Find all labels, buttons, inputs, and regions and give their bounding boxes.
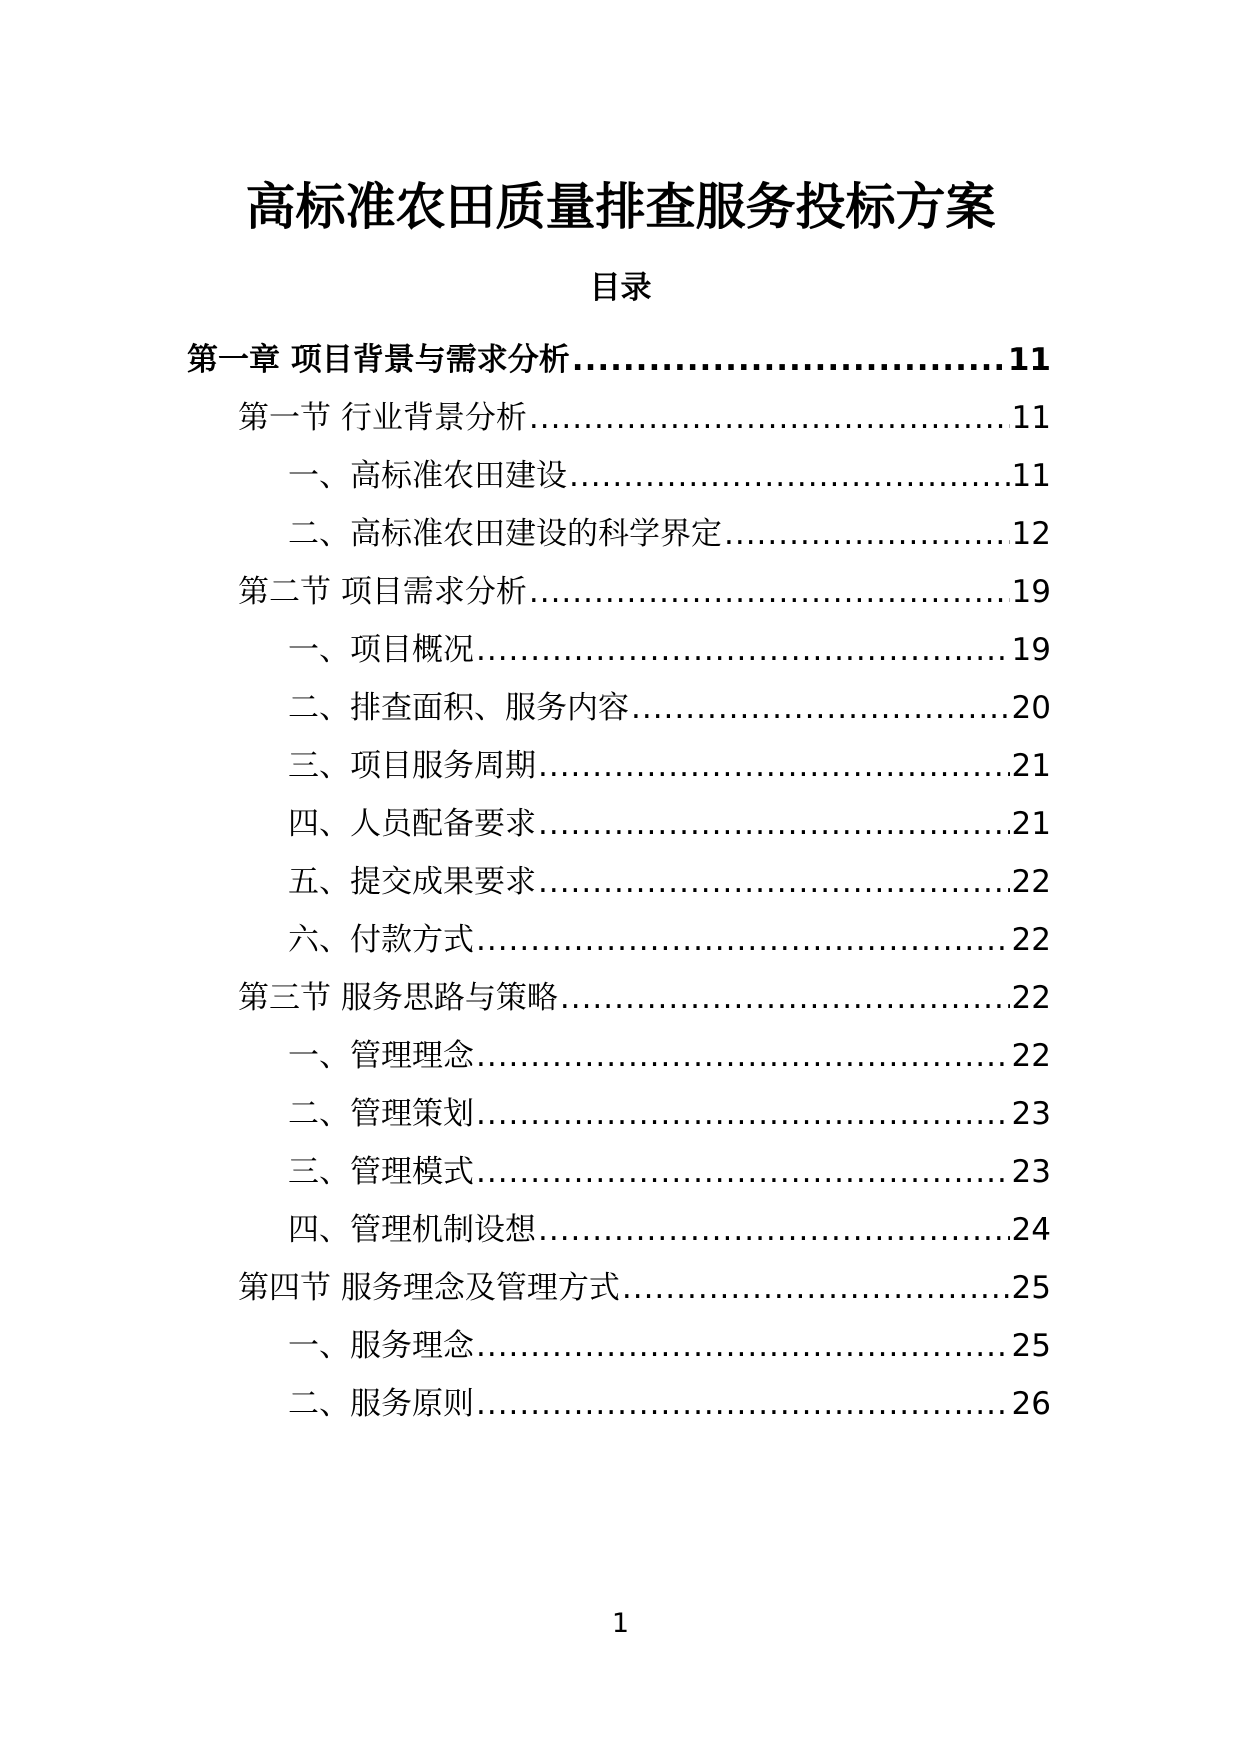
toc-leader-dots [631,688,1010,728]
toc-entry-page: 20 [1011,690,1051,726]
toc-entry-label: 四、管理机制设想 [288,1212,536,1248]
toc-entry-page: 26 [1011,1386,1051,1422]
toc-entry-label: 三、管理模式 [288,1154,474,1190]
toc-entry-label: 第四节 服务理念及管理方式 [238,1270,620,1306]
toc-leader-dots [529,572,1010,612]
toc-leader-dots [476,1384,1010,1424]
toc-entry-page: 22 [1011,980,1051,1016]
toc-entry[interactable] [288,910,1051,960]
toc-entry[interactable] [288,1316,1051,1366]
toc-entry[interactable] [238,562,1051,612]
toc-entry-label: 第二节 项目需求分析 [238,574,527,610]
toc-entry[interactable] [288,1142,1051,1192]
toc-entry[interactable] [288,504,1051,554]
toc-entry[interactable] [288,794,1051,844]
toc-entry-page: 11 [1011,458,1051,494]
toc-leader-dots [476,630,1010,670]
toc-leader-dots [569,456,1010,496]
toc-leader-dots [476,920,1010,960]
toc-entry[interactable] [288,1084,1051,1134]
toc-leader-dots [724,514,1010,554]
toc-entry[interactable] [238,968,1051,1018]
toc-entry-label: 二、服务原则 [288,1386,474,1422]
toc-entry-page: 19 [1011,632,1051,668]
toc-entry-label: 第三节 服务思路与策略 [238,980,558,1016]
toc-entry-label: 一、高标准农田建设 [288,458,567,494]
toc-leader-dots [476,1326,1010,1366]
toc-entry-label: 六、付款方式 [288,922,474,958]
toc-entry-label: 二、高标准农田建设的科学界定 [288,516,722,552]
toc-entry-label: 一、服务理念 [288,1328,474,1364]
toc-entry-page: 22 [1011,922,1051,958]
page-number: 1 [611,1608,630,1639]
toc-entry-label: 二、排查面积、服务内容 [288,690,629,726]
toc-entry-page: 11 [1011,400,1051,436]
toc-entry-page: 25 [1011,1328,1051,1364]
toc-entry[interactable] [288,1026,1051,1076]
toc-entry-page: 12 [1011,516,1051,552]
toc-leader-dots [572,340,1006,380]
toc-entry-label: 第一节 行业背景分析 [238,400,527,436]
toc-entry[interactable] [288,736,1051,786]
toc-leader-dots [538,862,1010,902]
toc-entry-label: 四、人员配备要求 [288,806,536,842]
toc-heading: 目录 [589,270,652,306]
toc-entry-label: 一、管理理念 [288,1038,474,1074]
toc-entry[interactable] [288,852,1051,902]
toc-leader-dots [560,978,1010,1018]
toc-leader-dots [538,746,1010,786]
toc-entry[interactable] [288,446,1051,496]
toc-leader-dots [476,1152,1010,1192]
toc-entry-page: 22 [1011,864,1051,900]
toc-entry-page: 11 [1007,342,1051,378]
toc-entry-label: 三、项目服务周期 [288,748,536,784]
toc-entry[interactable] [288,1374,1051,1424]
toc-entry-page: 22 [1011,1038,1051,1074]
toc-entry-page: 23 [1011,1096,1051,1132]
toc-entry-page: 25 [1011,1270,1051,1306]
toc-leader-dots [622,1268,1010,1308]
toc-entry-page: 23 [1011,1154,1051,1190]
toc-leader-dots [538,804,1010,844]
toc-entry[interactable] [187,330,1051,380]
document-title: 高标准农田质量排查服务投标方案 [245,178,996,236]
toc-entry[interactable] [288,1200,1051,1250]
toc-entry[interactable] [288,678,1051,728]
toc-leader-dots [529,398,1010,438]
toc-entry-label: 第一章 项目背景与需求分析 [187,342,570,378]
toc-entry-label: 一、项目概况 [288,632,474,668]
toc-entry[interactable] [238,388,1051,438]
toc-entry[interactable] [288,620,1051,670]
toc-leader-dots [476,1036,1010,1076]
toc-entry-page: 21 [1011,748,1051,784]
toc-leader-dots [476,1094,1010,1134]
toc-leader-dots [538,1210,1010,1250]
toc-entry-label: 五、提交成果要求 [288,864,536,900]
toc-entry-page: 24 [1011,1212,1051,1248]
toc-entry[interactable] [238,1258,1051,1308]
toc-entry-page: 21 [1011,806,1051,842]
toc-entry-label: 二、管理策划 [288,1096,474,1132]
toc-entry-page: 19 [1011,574,1051,610]
